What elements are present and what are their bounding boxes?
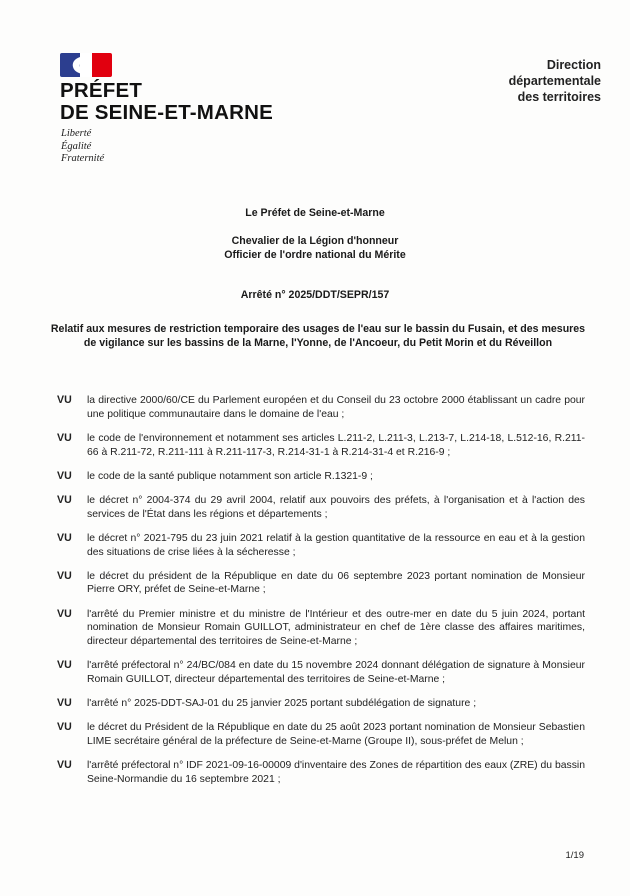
vu-text: le décret du président de la République en date du 06 septembre 2023 portant nomination de Monsieur Pierre ORY, préfet de Seine-et-Marne ; [87, 570, 585, 596]
marianne-flag-icon [60, 53, 112, 77]
vu-text: le décret n° 2004-374 du 29 avril 2004, relatif aux pouvoirs des préfets, à l'organisation et à l'action des services de l'État dans les régions et départements ; [87, 494, 585, 520]
vu-text: le code de la santé publique notamment son article R.1321-9 ; [87, 470, 373, 482]
motto-liberte: Liberté [61, 128, 92, 139]
honor-merite: Officier de l'ordre national du Mérite [224, 248, 406, 261]
vu-item [57, 494, 585, 522]
vu-text: l'arrêté du Premier ministre et du ministre de l'Intérieur et des outre-mer en date du 5 juin 2024, portant nomination de Monsieur Romain GUILLOT, administrateur en chef de 1ère classe des affaires maritimes, directeur départemental des territoires de Seine-et-Marne ; [87, 608, 585, 648]
vu-text: le décret du Président de la République en date du 25 août 2023 portant nomination de Monsieur Sebastien LIME secrétaire général de la préfecture de Seine-et-Marne (Groupe II), sous-préfet de Melun ; [87, 722, 585, 748]
vu-item [57, 470, 585, 484]
vu-item [57, 570, 585, 598]
prefet-line-1: PRÉFET [60, 79, 143, 102]
motto-fraternite: Fraternité [61, 153, 105, 164]
vu-label: VU [57, 394, 72, 406]
vu-label: VU [57, 759, 72, 772]
vu-label: VU [57, 721, 72, 734]
direction-line-1: Direction [546, 58, 601, 72]
direction-line-3: des territoires [517, 90, 601, 104]
prefet-line-2: DE SEINE-ET-MARNE [60, 101, 273, 124]
vu-list [57, 394, 585, 797]
authority-title: Le Préfet de Seine-et-Marne [245, 207, 385, 219]
vu-label: VU [57, 659, 72, 672]
arrete-number: Arrêté n° 2025/DDT/SEPR/157 [240, 289, 390, 301]
vu-item [57, 721, 585, 749]
issuing-direction [509, 57, 601, 105]
vu-label: VU [57, 493, 72, 506]
vu-text: le code de l'environnement et notamment ses articles L.211-2, L.211-3, L.213-7, L.214-18, L.512-16, R.211-66 à R.211-72, R.211-111 à R.211-117-3, R.214-31-1 à R.214-31-4 et R.216-9 ; [87, 432, 585, 458]
vu-item [57, 759, 585, 787]
vu-label: VU [57, 531, 72, 544]
vu-label: VU [57, 469, 72, 482]
arrete-subject: Relatif aux mesures de restriction temporaire des usages de l'eau sur le bassin du Fusain, et des mesures de vigilance sur les bassins de la Marne, l'Yonne, de l'Ancoeur, du Petit Morin et du Réveillon [50, 323, 586, 349]
vu-text: le décret n° 2021-795 du 23 juin 2021 relatif à la gestion quantitative de la ressource en eau et à la gestion des situations de crise liées à la sécheresse ; [87, 532, 585, 558]
republic-motto [61, 128, 104, 166]
vu-item [57, 432, 585, 460]
vu-label: VU [57, 431, 72, 444]
vu-item [57, 608, 585, 649]
vu-label: VU [57, 607, 72, 620]
vu-text: l'arrêté n° 2025-DDT-SAJ-01 du 25 janvier 2025 portant subdélégation de signature ; [87, 698, 477, 710]
vu-item [57, 659, 585, 687]
vu-item [57, 697, 585, 711]
vu-item [57, 532, 585, 560]
page-number: 1/19 [565, 850, 584, 861]
vu-label: VU [57, 697, 72, 710]
marianne-logo [60, 53, 112, 77]
vu-item [57, 394, 585, 422]
vu-text: la directive 2000/60/CE du Parlement européen et du Conseil du 23 octobre 2000 établissant un cadre pour une politique communautaire dans le domaine de l'eau ; [87, 395, 585, 420]
authority-honors [0, 235, 630, 262]
motto-egalite: Égalité [61, 140, 92, 152]
prefecture-name [60, 80, 273, 124]
vu-text: l'arrêté préfectoral n° 24/BC/084 en date du 15 novembre 2024 donnant délégation de signature à Monsieur Romain GUILLOT, directeur départemental des territoires de Seine-et-Marne ; [87, 660, 585, 686]
honor-legion: Chevalier de la Légion d'honneur [231, 235, 399, 247]
vu-label: VU [57, 569, 72, 582]
direction-line-2: départementale [508, 74, 601, 88]
vu-text: l'arrêté préfectoral n° IDF 2021-09-16-00009 d'inventaire des Zones de répartition des eaux (ZRE) du bassin Seine-Normandie du 16 septembre 2021 ; [87, 760, 585, 785]
